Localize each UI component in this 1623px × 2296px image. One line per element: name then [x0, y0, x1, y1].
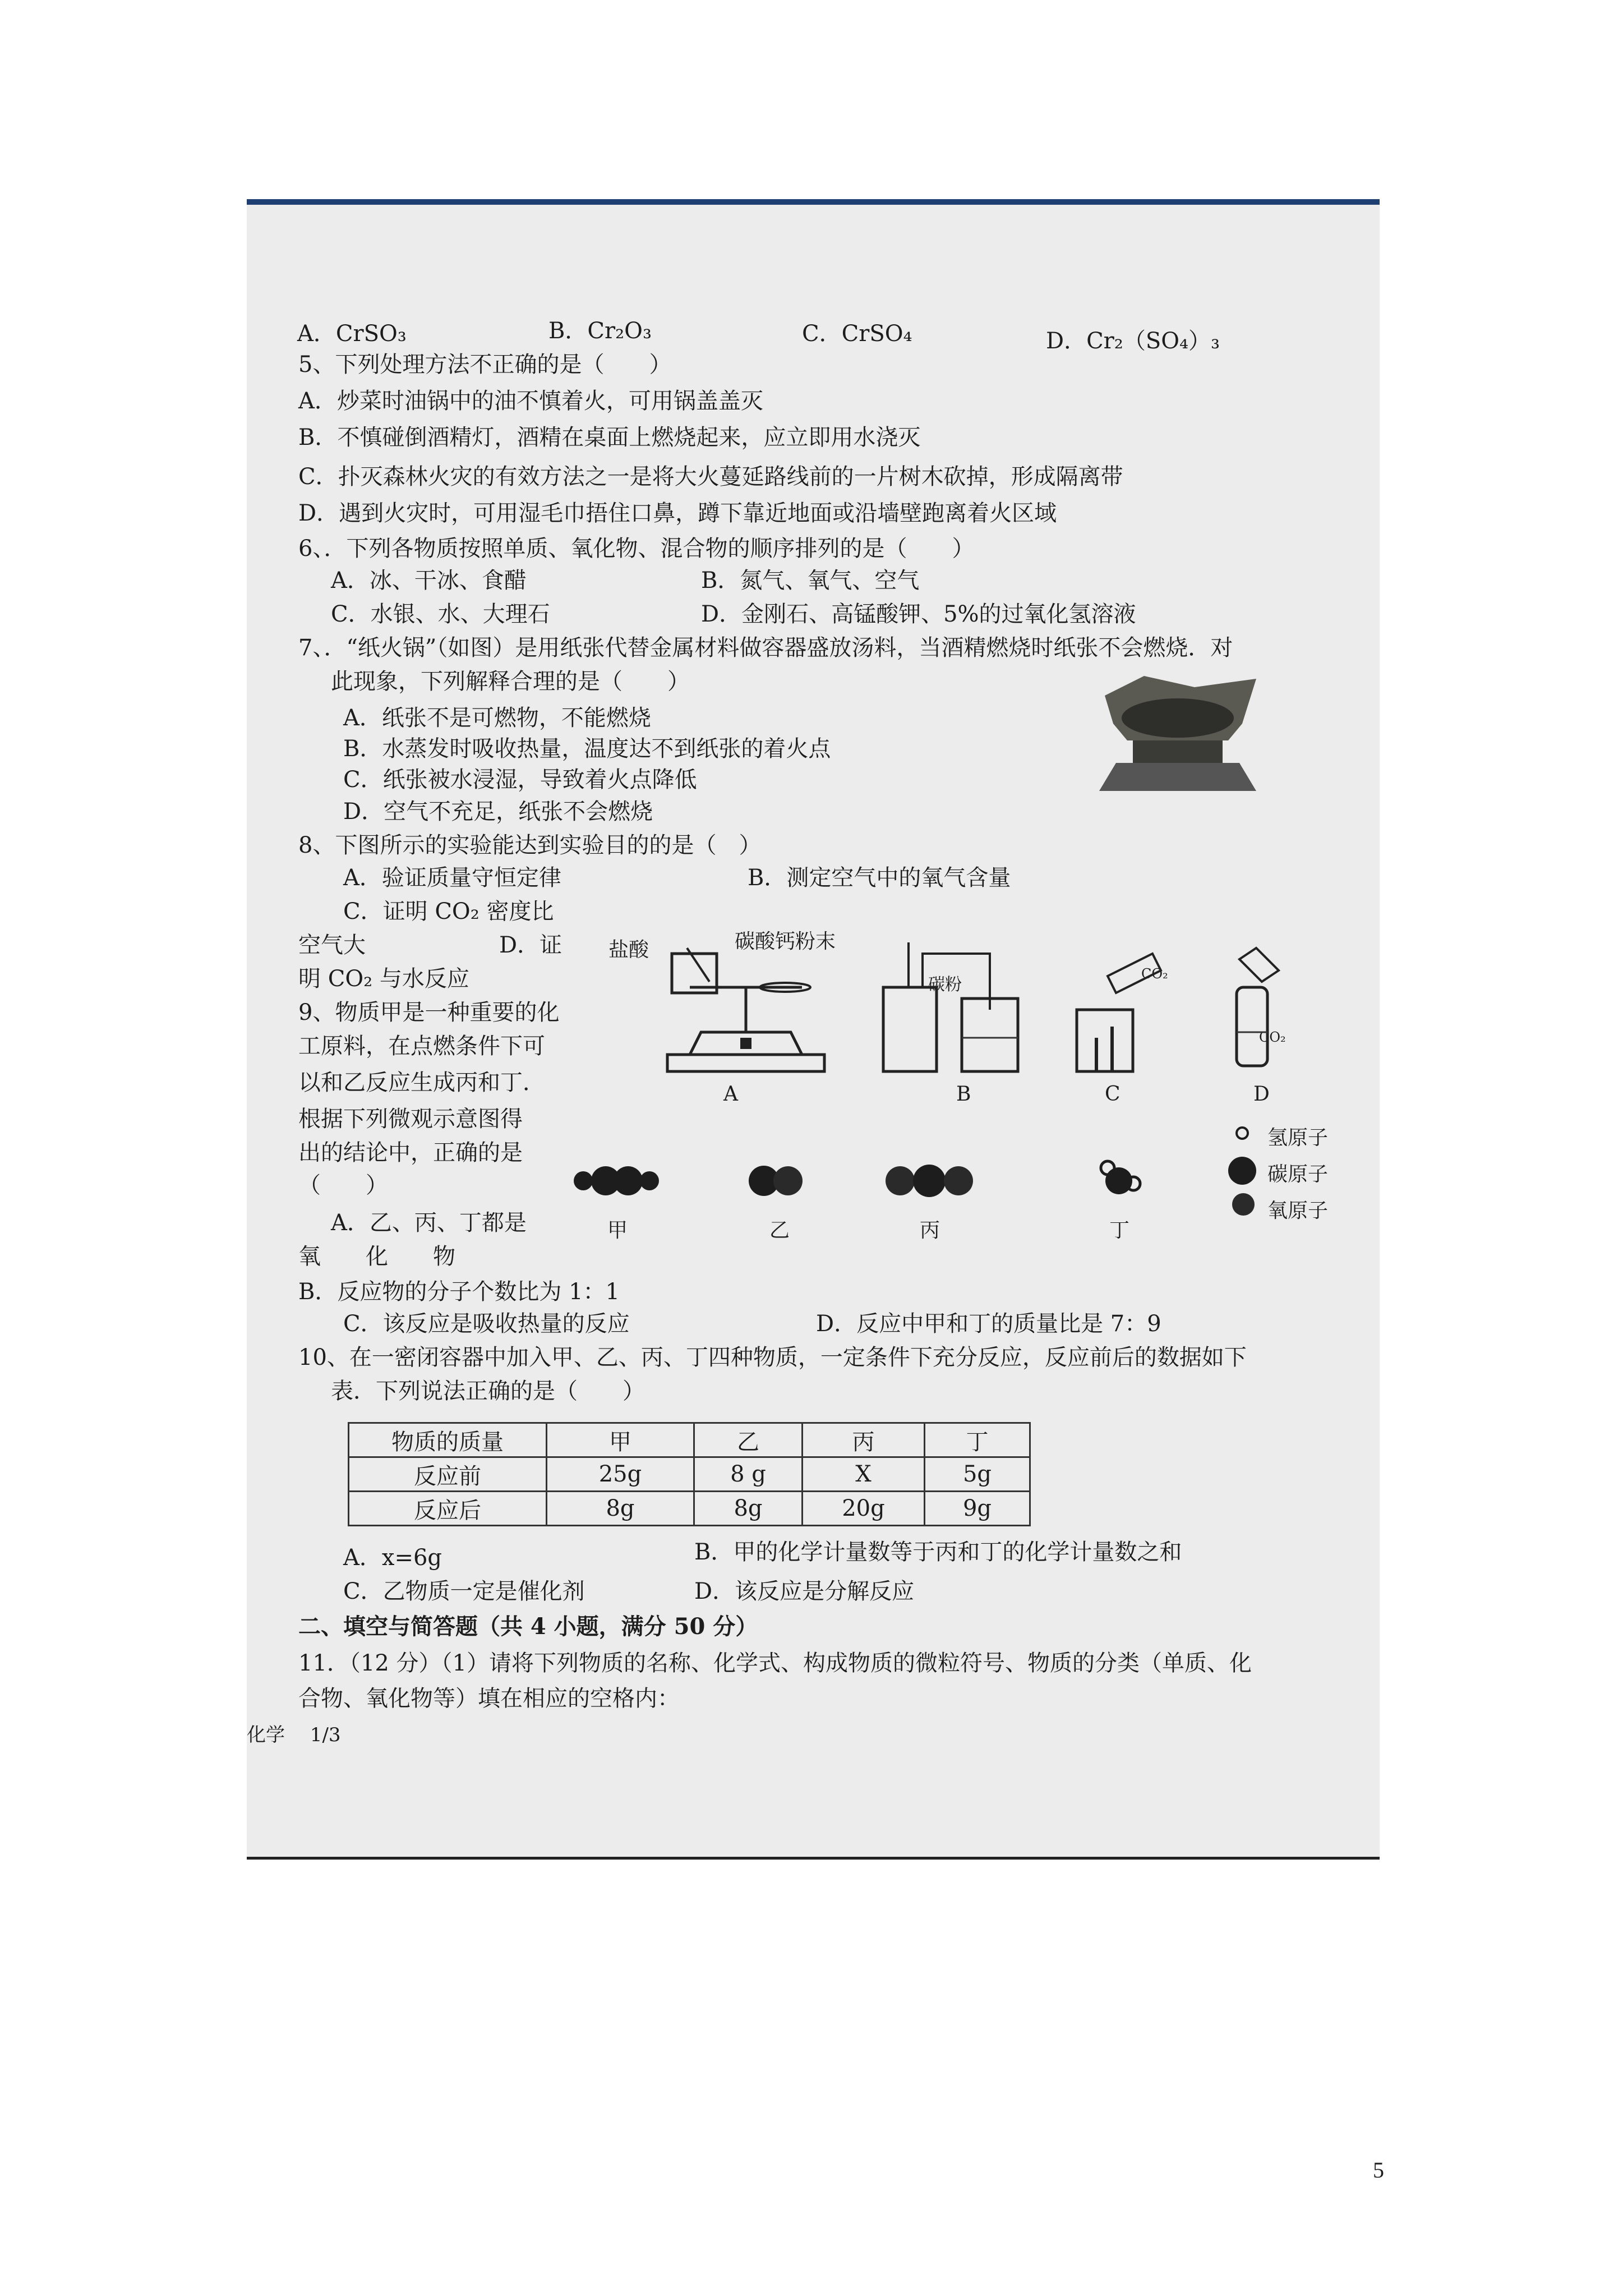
- q8-option-a: A．验证质量守恒定律: [343, 865, 561, 891]
- q9-option-d: D．反应中甲和丁的质量比是 7：9: [816, 1311, 1161, 1337]
- figure-b-oxygen-apparatus: [878, 942, 1023, 1077]
- figure-b-caption: B: [956, 1083, 971, 1106]
- table-cell: 8g: [694, 1492, 803, 1526]
- q8-option-d-line1: D．证: [499, 932, 562, 958]
- table-cell: 9g: [925, 1492, 1030, 1526]
- figure-c-co2-candles: [1068, 954, 1164, 1077]
- q6-option-d: D．金刚石、高锰酸钾、5%的过氧化氢溶液: [701, 601, 1136, 627]
- hotpot-soup: [1122, 698, 1234, 738]
- hotpot-base: [1099, 763, 1256, 791]
- molecule-label-yi: 乙: [769, 1219, 790, 1242]
- q10-data-table: [348, 1422, 1031, 1526]
- q6-option-a: A．冰、干冰、食醋: [331, 568, 527, 593]
- molecule-label-ding: 丁: [1109, 1219, 1130, 1242]
- table-header-cell: 丙: [803, 1423, 925, 1457]
- table-header-row: [349, 1423, 1030, 1457]
- q9-option-b: B．反应物的分子个数比为 1：1: [298, 1279, 620, 1305]
- q8-option-c-line2: 空气大: [298, 932, 366, 958]
- q10-option-d: D．该反应是分解反应: [694, 1579, 915, 1604]
- legend-oxygen-label: 氧原子: [1267, 1199, 1329, 1222]
- figure-d-caption: D: [1253, 1083, 1270, 1106]
- q11-line1: 11．（12 分）（1）请将下列物质的名称、化学式、构成物质的微粒符号、物质的分类（单质、化: [298, 1650, 1252, 1676]
- label-hcl: 盐酸: [608, 938, 649, 961]
- q9-stem-line4: 根据下列微观示意图得: [298, 1106, 523, 1132]
- legend-hydrogen-label: 氢原子: [1267, 1126, 1329, 1149]
- molecule-yi: [746, 1161, 808, 1200]
- q9-option-c: C．该反应是吸收热量的反应: [343, 1311, 630, 1337]
- q9-stem-line2: 工原料，在点燃条件下可: [298, 1033, 545, 1059]
- label-co2-d: CO₂: [1259, 1029, 1286, 1045]
- q5-option-c: C．扑灭森林火灾的有效方法之一是将大火蔓延路线前的一片树木砍掉，形成隔离带: [298, 464, 1123, 490]
- q7-option-a: A．纸张不是可燃物，不能燃烧: [343, 705, 651, 731]
- q10-stem-line1: 10、在一密闭容器中加入甲、乙、丙、丁四种物质，一定条件下充分反应，反应前后的数据如下: [298, 1345, 1247, 1370]
- label-carbon: 碳粉: [928, 975, 962, 995]
- q10-option-a: A．x=6g: [343, 1545, 442, 1571]
- q6-stem: 6、．下列各物质按照单质、氧化物、混合物的顺序排列的是（ ）: [298, 536, 975, 562]
- q9-option-a-line1: A．乙、丙、丁都是: [331, 1210, 527, 1236]
- molecule-label-bing: 丙: [920, 1219, 940, 1242]
- table-header-cell: 甲: [547, 1423, 694, 1457]
- table-header-cell: 丁: [925, 1423, 1030, 1457]
- table-cell: 8g: [547, 1492, 694, 1526]
- table-cell: 25g: [547, 1457, 694, 1492]
- q10-stem-line2: 表．下列说法正确的是（ ）: [331, 1378, 645, 1404]
- label-caco3: 碳酸钙粉末: [735, 930, 836, 953]
- q9-stem-line3: 以和乙反应生成丙和丁．: [298, 1070, 545, 1096]
- paper-hotpot-figure: [1094, 673, 1267, 819]
- figure-a-caption: A: [723, 1083, 738, 1106]
- q7-stem-line2: 此现象，下列解释合理的是（ ）: [331, 669, 690, 694]
- table-cell: 5g: [925, 1457, 1030, 1492]
- page-footer: 化学 1/3: [247, 1724, 341, 1746]
- legend-carbon-icon: [1227, 1156, 1258, 1186]
- table-cell: 反应前: [349, 1457, 547, 1492]
- q4-option-d: D．Cr₂（SO₄）₃: [1046, 328, 1220, 354]
- legend-oxygen-icon: [1231, 1192, 1256, 1217]
- q5-option-d: D．遇到火灾时，可用湿毛巾捂住口鼻，蹲下靠近地面或沿墙壁跑离着火区域: [298, 500, 1057, 526]
- q8-option-c-line1: C．证明 CO₂ 密度比: [343, 899, 554, 924]
- molecule-bing: [883, 1161, 976, 1200]
- figure-a-balance: [656, 948, 836, 1080]
- q7-stem-line1: 7、．“纸火锅”（如图）是用纸张代替金属材料做容器盛放汤料，当酒精燃烧时纸张不会燃烧．对: [298, 635, 1233, 661]
- q8-option-d-line2: 明 CO₂ 与水反应: [298, 966, 469, 992]
- q9-stem-line6: （ ）: [298, 1172, 388, 1198]
- q7-option-c: C．纸张被水浸湿，导致着火点降低: [343, 767, 697, 793]
- q5-option-b: B．不慎碰倒酒精灯，酒精在桌面上燃烧起来，应立即用水浇灭: [298, 425, 921, 450]
- q5-stem: 5、下列处理方法不正确的是（ ）: [298, 352, 672, 378]
- table-header-cell: 乙: [694, 1423, 803, 1457]
- q4-option-b: B．Cr₂O₃: [548, 318, 652, 344]
- q9-stem-line5: 出的结论中，正确的是: [298, 1140, 523, 1166]
- q7-option-b: B．水蒸发时吸收热量，温度达不到纸张的着火点: [343, 736, 831, 762]
- hotpot-burner: [1133, 740, 1223, 763]
- q4-option-a: A．CrSO₃: [297, 321, 407, 347]
- figure-c-caption: C: [1105, 1083, 1121, 1106]
- table-header-cell: 物质的质量: [349, 1423, 547, 1457]
- q7-option-d: D．空气不充足，纸张不会燃烧: [343, 799, 653, 825]
- figure-d-bottle: [1223, 948, 1290, 1077]
- q6-option-c: C．水银、水、大理石: [331, 601, 550, 627]
- q10-option-c: C．乙物质一定是催化剂: [343, 1579, 585, 1604]
- q4-option-c: C．CrSO₄: [802, 321, 912, 347]
- table-cell: 8 g: [694, 1457, 803, 1492]
- q6-option-b: B．氮气、氧气、空气: [701, 568, 920, 593]
- q10-option-b: B．甲的化学计量数等于丙和丁的化学计量数之和: [694, 1539, 1182, 1565]
- table-row: [349, 1492, 1030, 1526]
- legend-hydrogen-icon: [1231, 1122, 1253, 1144]
- q8-option-b: B．测定空气中的氧气含量: [748, 865, 1011, 891]
- q5-option-a: A．炒菜时油锅中的油不慎着火，可用锅盖盖灭: [298, 388, 763, 414]
- page-number: 5: [1373, 2157, 1384, 2183]
- q11-line2: 合物、氧化物等）填在相应的空格内：: [298, 1686, 680, 1711]
- molecule-label-jia: 甲: [607, 1219, 628, 1242]
- header-rule: [247, 199, 1380, 205]
- q8-stem: 8、下图所示的实验能达到实验目的的是（ ）: [298, 832, 762, 858]
- table-cell: X: [803, 1457, 925, 1492]
- q9-option-a-line2: 氧 化 物: [298, 1244, 455, 1269]
- table-cell: 反应后: [349, 1492, 547, 1526]
- molecule-ding: [1091, 1156, 1147, 1200]
- table-cell: 20g: [803, 1492, 925, 1526]
- molecule-jia: [572, 1158, 662, 1203]
- q9-stem-line1: 9、物质甲是一种重要的化: [298, 1000, 560, 1025]
- section-2-heading: 二、填空与简答题（共 4 小题，满分 50 分）: [298, 1613, 758, 1640]
- legend-carbon-label: 碳原子: [1267, 1163, 1329, 1186]
- table-row: [349, 1457, 1030, 1492]
- label-co2-c: CO₂: [1141, 966, 1168, 982]
